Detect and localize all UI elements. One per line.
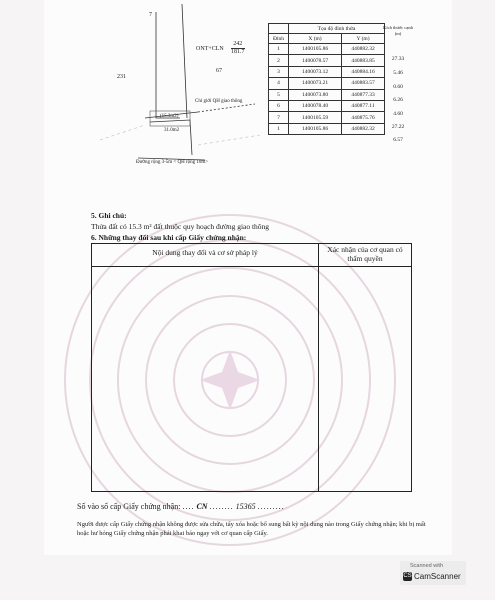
- camscanner-logo-icon: CS: [403, 573, 412, 579]
- land-type-label: ONT+CLN: [196, 46, 224, 52]
- changes-table: [91, 243, 412, 492]
- coords-col-point: Đỉnh: [269, 34, 289, 44]
- table-row: 1 1400105.86 440882.32: [269, 44, 385, 55]
- coords-col-y: Y (m): [342, 34, 385, 44]
- scanner-line1: Scanned with: [410, 563, 444, 569]
- table-row: 7 1400105.59 440875.76: [269, 112, 385, 123]
- header-divider: [92, 266, 411, 267]
- table-row: 2 1400078.57 440883.85: [269, 55, 385, 66]
- parcel-fraction: 242 181.7: [231, 41, 245, 55]
- dimension-value: 5.46: [393, 70, 403, 76]
- dimension-value: 27.33: [391, 56, 405, 62]
- parcel-main-number: 67: [216, 68, 222, 74]
- scanner-line2: CamScanner: [414, 572, 461, 581]
- coords-group-header: Tọa độ đỉnh thửa: [289, 24, 385, 34]
- registry-label: Số vào sổ cấp Giấy chứng nhận:: [77, 502, 181, 511]
- dimension-value: 6.57: [393, 137, 403, 143]
- column-divider: [318, 244, 319, 491]
- parcel-map: [90, 0, 270, 185]
- registry-line: Số vào sổ cấp Giấy chứng nhận: .... CN ........ 15365 .........: [77, 502, 285, 511]
- road-label: Đường rộng 3-5m < QH rộng 10m>: [136, 160, 209, 165]
- dimension-value: 0.60: [393, 84, 403, 90]
- area-small-label: (15.3m2): [160, 114, 179, 119]
- parcel-left-number: 231: [117, 74, 126, 80]
- notes-heading: 5. Ghi chú:: [91, 211, 127, 220]
- dimension-value: 6.26: [393, 97, 403, 103]
- notes-text: Thửa đất có 15.3 m² đất thuộc quy hoạch đường giao thông: [91, 222, 270, 231]
- table-row: 3 1400073.12 440884.16: [269, 66, 385, 77]
- coords-col-x: X (m): [289, 34, 342, 44]
- boundary-label: Chỉ giới QH giao thông: [195, 99, 243, 104]
- registry-prefix: CN: [196, 502, 208, 511]
- changes-col-confirm: Xác nhận của cơ quan có thẩm quyền: [327, 245, 403, 263]
- scanner-badge: [400, 561, 466, 585]
- table-row: 4 1400073.21 440883.57: [269, 78, 385, 89]
- changes-heading: 6. Những thay đổi sau khi cấp Giấy chứng nhận:: [91, 233, 247, 242]
- table-row: 1 1400105.86 440882.32: [269, 123, 385, 134]
- coords-corner: [269, 24, 289, 34]
- area-small-label-2: 31.0m2: [164, 128, 180, 133]
- registry-number: 15365: [235, 502, 256, 511]
- parcel-top-number: 7: [149, 12, 152, 18]
- table-row: 5 1400073.80 440877.33: [269, 89, 385, 100]
- dimension-value: 27.22: [391, 124, 405, 130]
- changes-col-content: Nội dung thay đổi và cơ sở pháp lý: [152, 248, 258, 257]
- dimension-value: 4.60: [393, 111, 403, 117]
- table-row: 6 1400078.40 440877.11: [269, 100, 385, 111]
- coordinates-table: [268, 23, 385, 135]
- footer-notice: Người được cấp Giấy chứng nhận không được sửa chữa, tẩy xóa hoặc bổ sung bất kỳ nội dung nào trong Giấy chứng nhận; khi bị mất hoặc hư hỏng Giấy chứng nhận phải khai báo ngay với cơ quan cấp Giấy.: [77, 521, 426, 537]
- dimension-header: Kích thước cạnh (m): [383, 25, 413, 36]
